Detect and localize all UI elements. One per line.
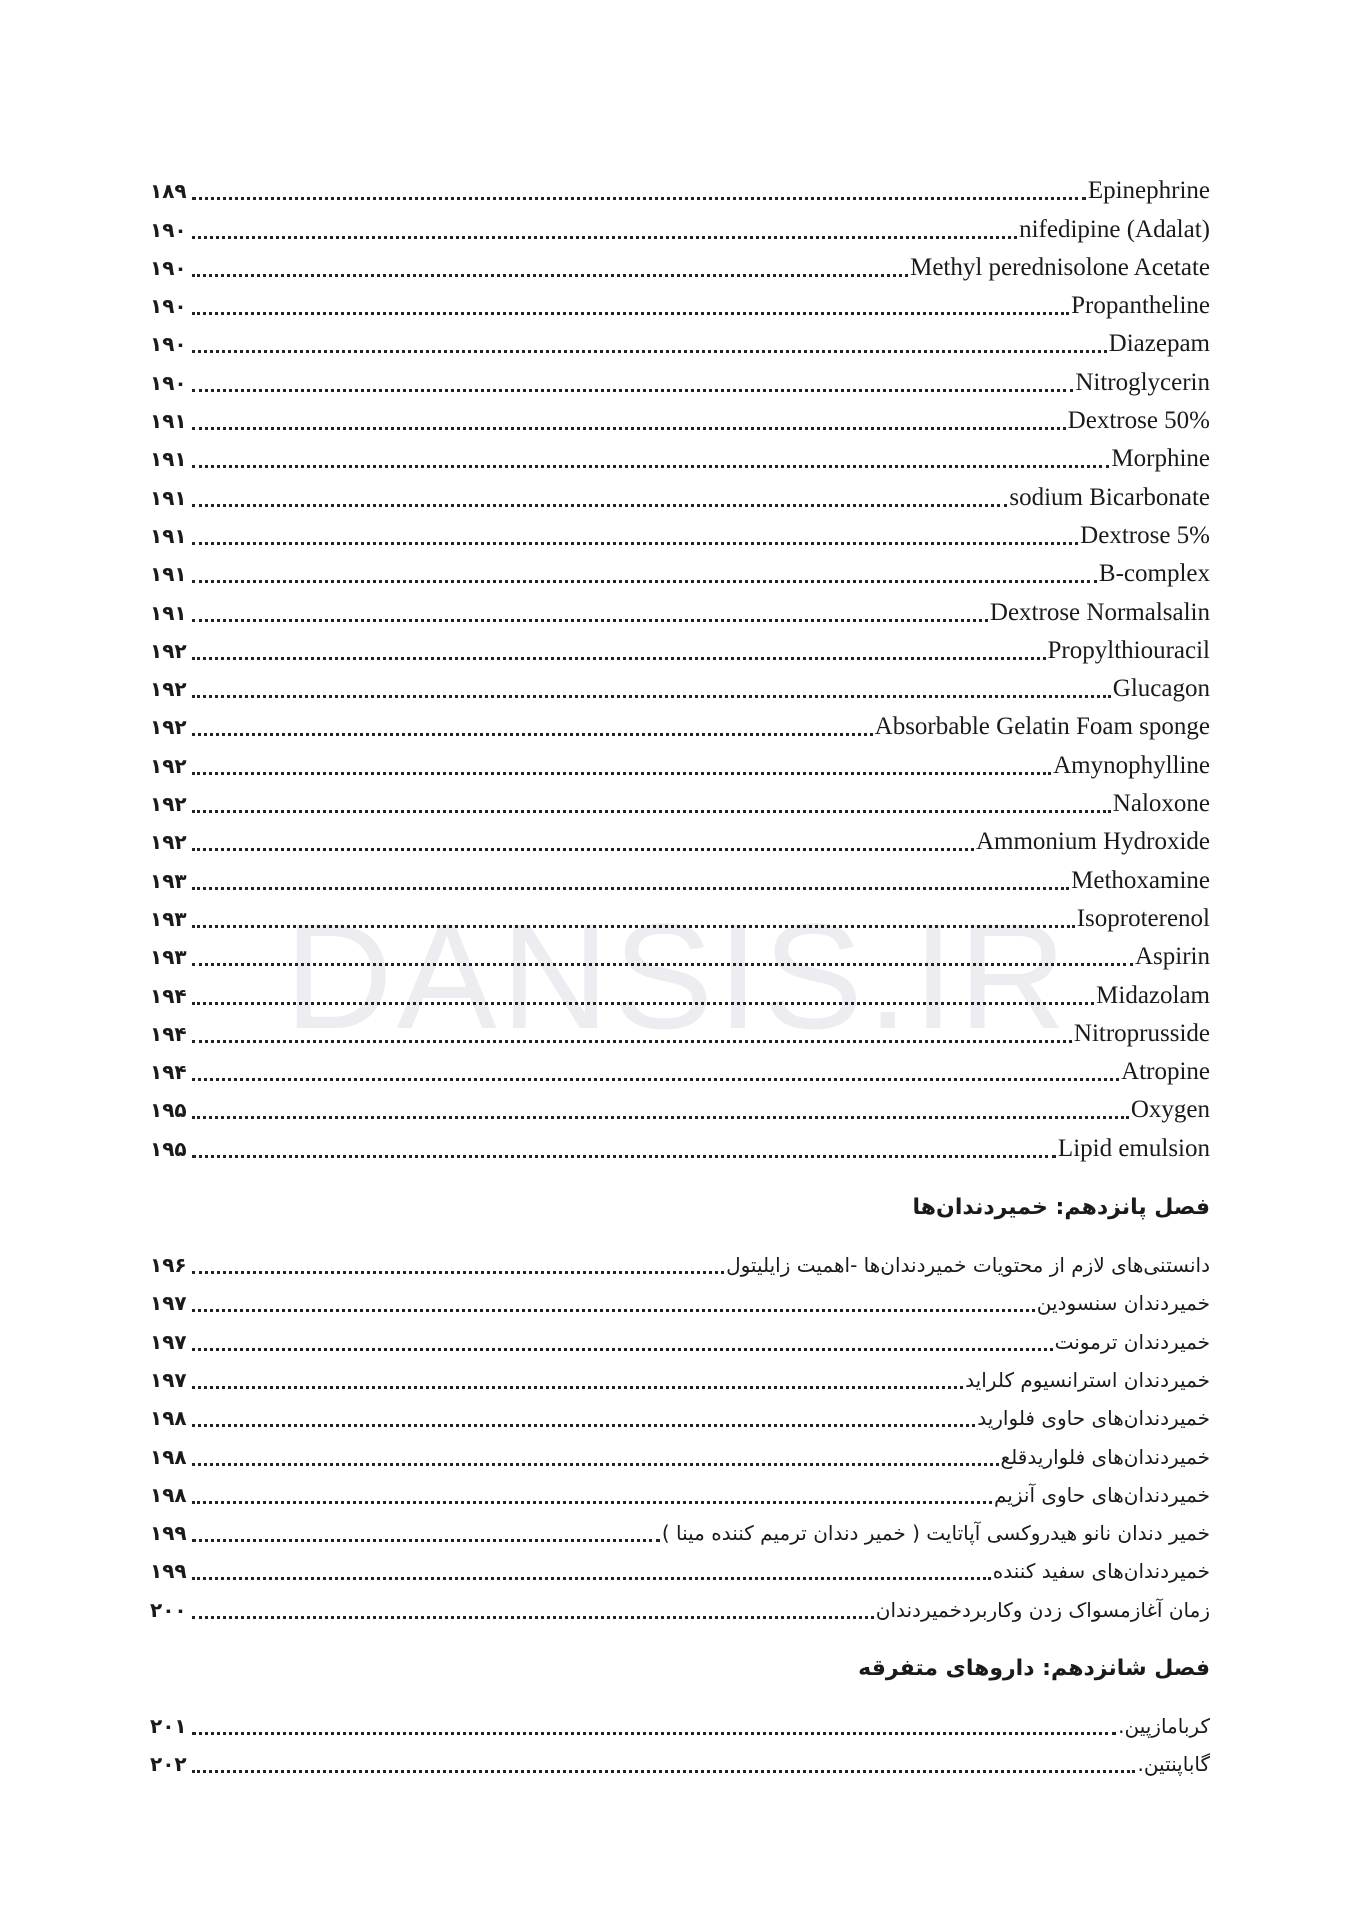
toc-entry[interactable] (150, 1091, 1210, 1129)
watermark-text: DANSIS.IR (284, 892, 1071, 1060)
toc-entry-title: کربامازپین. (1118, 1713, 1210, 1738)
toc-entry-title: خمیردندان استرانسیوم کلراید (965, 1367, 1210, 1392)
toc-entry[interactable] (150, 900, 1210, 938)
toc-entry[interactable] (150, 1590, 1210, 1628)
dot-leader (192, 542, 1078, 545)
toc-entry-page-number: ۱۹۱ (150, 447, 187, 472)
toc-entry-title: Naloxone (1112, 790, 1210, 818)
toc-entry-page-number: ۱۹۴ (150, 983, 187, 1008)
dot-leader (192, 236, 1017, 239)
dot-leader (192, 963, 1133, 966)
toc-entry[interactable] (150, 1361, 1210, 1399)
toc-entry[interactable] (150, 593, 1210, 631)
toc-entry[interactable] (150, 440, 1210, 478)
toc-entry[interactable] (150, 670, 1210, 708)
toc-section-chapter-15 (150, 1246, 1210, 1629)
toc-entry-page-number: ۱۹۱ (150, 485, 187, 510)
toc-entry-page-number: ۱۹۴ (150, 1060, 187, 1085)
toc-entry[interactable] (150, 210, 1210, 248)
toc-entry[interactable] (150, 249, 1210, 287)
dot-leader (192, 733, 873, 736)
toc-entry-page-number: ۱۹۵ (150, 1136, 187, 1161)
toc-entry-page-number: ۱۹۳ (150, 945, 187, 970)
dot-leader (192, 465, 1109, 468)
toc-entry[interactable] (150, 823, 1210, 861)
toc-entry-page-number: ۱۹۰ (150, 217, 187, 242)
toc-entry-page-number: ۱۹۰ (150, 370, 187, 395)
toc-entry[interactable] (150, 517, 1210, 555)
toc-entry-page-number: ۱۹۷ (150, 1367, 187, 1392)
chapter-15-heading: فصل پانزدهم: خمیردندان‌ها (912, 1194, 1210, 1220)
toc-entry[interactable] (150, 1129, 1210, 1167)
toc-entry-title: Ammonium Hydroxide (975, 828, 1210, 856)
toc-entry-title: Lipid emulsion (1057, 1134, 1210, 1162)
toc-entry-page-number: ۱۹۴ (150, 1021, 187, 1046)
toc-entry-page-number: ۱۹۸ (150, 1482, 187, 1507)
toc-entry-page-number: ۱۹۶ (150, 1253, 187, 1278)
dot-leader (192, 619, 988, 622)
dot-leader (192, 848, 974, 851)
dot-leader (192, 772, 1051, 775)
toc-entry[interactable] (150, 325, 1210, 363)
dot-leader (192, 350, 1107, 353)
dot-leader (192, 810, 1111, 813)
dot-leader (192, 1770, 1135, 1773)
toc-entry-page-number: ۱۹۰ (150, 294, 187, 319)
toc-entry[interactable] (150, 1437, 1210, 1475)
toc-entry-page-number: ۱۹۲ (150, 792, 187, 817)
dot-leader (192, 1501, 992, 1504)
toc-entry-title: Atropine (1121, 1058, 1210, 1086)
toc-entry-title: Amynophylline (1053, 751, 1210, 779)
toc-entry-page-number: ۱۹۷ (150, 1329, 187, 1354)
toc-entry-title: خمیردندان‌های حاوی آنزیم (993, 1482, 1210, 1507)
dot-leader (192, 1732, 1116, 1735)
dot-leader (192, 1386, 963, 1389)
toc-entry-title: Dextrose 5% (1080, 521, 1210, 549)
toc-entry-page-number: ۱۹۹ (150, 1559, 187, 1584)
toc-entry[interactable] (150, 746, 1210, 784)
toc-entry[interactable] (150, 785, 1210, 823)
dot-leader (192, 1116, 1129, 1119)
dot-leader (192, 504, 1007, 507)
toc-entry[interactable] (150, 632, 1210, 670)
toc-entry[interactable] (150, 1399, 1210, 1437)
toc-entry-page-number: ۱۸۹ (150, 179, 187, 204)
toc-entry[interactable] (150, 1284, 1210, 1322)
toc-entry-title: دانستنی‌های لازم از محتویات خمیردندان‌ها -اهمیت زایلیتول (726, 1253, 1210, 1278)
toc-page (150, 172, 1210, 1783)
dot-leader (192, 274, 908, 277)
toc-entry-page-number: ۲۰۰ (150, 1597, 187, 1622)
toc-entry[interactable] (150, 287, 1210, 325)
chapter-16-heading: فصل شانزدهم: داروهای متفرقه (858, 1655, 1210, 1681)
toc-entry-title: Midazolam (1096, 981, 1210, 1009)
dot-leader (192, 887, 1069, 890)
toc-entry-page-number: ۱۹۳ (150, 868, 187, 893)
toc-entry-page-number: ۱۹۷ (150, 1291, 187, 1316)
toc-entry-title: Epinephrine (1087, 177, 1210, 205)
toc-entry-title: Oxygen (1130, 1096, 1210, 1124)
toc-entry-title: Diazepam (1108, 330, 1210, 358)
toc-entry-title: Methoxamine (1071, 866, 1210, 894)
toc-entry-title: خمیردندان‌های سفید کننده (992, 1559, 1210, 1584)
toc-entry-title: sodium Bicarbonate (1009, 483, 1210, 511)
toc-entry-page-number: ۱۹۲ (150, 830, 187, 855)
toc-entry[interactable] (150, 555, 1210, 593)
toc-entry-title: خمیردندان ترمونت (1054, 1329, 1210, 1354)
toc-entry-page-number: ۱۹۲ (150, 677, 187, 702)
toc-entry[interactable] (150, 402, 1210, 440)
toc-entry-title: Glucagon (1112, 675, 1210, 703)
dot-leader (192, 1424, 975, 1427)
toc-entry[interactable] (150, 478, 1210, 516)
toc-entry[interactable] (150, 861, 1210, 899)
toc-entry-title: Isoproterenol (1076, 904, 1210, 932)
toc-entry-title: خمیردندان‌های حاوی فلوارید (977, 1406, 1210, 1431)
toc-entry-page-number: ۱۹۱ (150, 562, 187, 587)
toc-entry[interactable] (150, 1514, 1210, 1552)
toc-entry-page-number: ۱۹۲ (150, 753, 187, 778)
toc-entry-title: Nitroprusside (1073, 1019, 1210, 1047)
dot-leader (192, 1078, 1119, 1081)
toc-entry[interactable] (150, 1015, 1210, 1053)
dot-leader (192, 657, 1046, 660)
toc-entry[interactable] (150, 938, 1210, 976)
toc-entry-title: Morphine (1111, 445, 1210, 473)
dot-leader (192, 1616, 874, 1619)
toc-entry-title: خمیردندان‌های فلواریدقلع (1000, 1444, 1210, 1469)
toc-entry[interactable] (150, 976, 1210, 1014)
toc-entry-page-number: ۲۰۱ (150, 1713, 187, 1738)
toc-entry[interactable] (150, 1246, 1210, 1284)
dot-leader (192, 580, 1097, 583)
toc-entry-title: خمیردندان سنسودین (1036, 1291, 1210, 1316)
dot-leader (192, 1155, 1056, 1158)
toc-entry-page-number: ۱۹۵ (150, 1098, 187, 1123)
toc-entry-title: B-complex (1098, 560, 1210, 588)
toc-entry-title: Propylthiouracil (1047, 636, 1210, 664)
toc-entry-title: Absorbable Gelatin Foam sponge (874, 713, 1210, 741)
toc-entry-page-number: ۱۹۲ (150, 715, 187, 740)
toc-entry-page-number: ۱۹۱ (150, 523, 187, 548)
toc-entry-title: زمان آغازمسواک زدن وکاربردخمیردندان (875, 1597, 1210, 1622)
dot-leader (192, 925, 1075, 928)
dot-leader (192, 197, 1086, 200)
dot-leader (192, 695, 1111, 698)
toc-entry-title: Nitroglycerin (1075, 368, 1210, 396)
toc-entry-title: Aspirin (1135, 943, 1210, 971)
toc-entry[interactable] (150, 363, 1210, 401)
toc-entry-title: خمیر دندان نانو هیدروکسی آپاتایت ( خمیر دندان ترمیم کننده مینا ) (661, 1521, 1210, 1546)
dot-leader (192, 1309, 1035, 1312)
toc-entry[interactable] (150, 1552, 1210, 1590)
toc-entry-title: Propantheline (1071, 292, 1210, 320)
toc-entry-title: Dextrose Normalsalin (989, 598, 1210, 626)
dot-leader (192, 1271, 724, 1274)
dot-leader (192, 1040, 1072, 1043)
dot-leader (192, 1002, 1094, 1005)
toc-entry-page-number: ۱۹۹ (150, 1521, 187, 1546)
toc-entry-title: Dextrose 50% (1067, 407, 1210, 435)
dot-leader (192, 1348, 1053, 1351)
toc-entry-page-number: ۱۹۰ (150, 332, 187, 357)
toc-entry-page-number: ۱۹۱ (150, 600, 187, 625)
dot-leader (192, 312, 1069, 315)
toc-entry[interactable] (150, 708, 1210, 746)
dot-leader (192, 389, 1073, 392)
dot-leader (192, 1463, 999, 1466)
dot-leader (192, 427, 1066, 430)
toc-entry-title: Methyl perednisolone Acetate (910, 253, 1210, 281)
toc-entry-page-number: ۱۹۲ (150, 638, 187, 663)
toc-entry-page-number: ۱۹۱ (150, 409, 187, 434)
toc-entry[interactable] (150, 1476, 1210, 1514)
toc-section-chapter-16 (150, 1707, 1210, 1784)
toc-entry-title: گاباپنتین. (1137, 1752, 1210, 1777)
toc-entry[interactable] (150, 172, 1210, 210)
toc-entry[interactable] (150, 1707, 1210, 1745)
toc-entry-title: nifedipine (Adalat) (1019, 215, 1210, 243)
toc-entry-page-number: ۱۹۸ (150, 1406, 187, 1431)
toc-entry-page-number: ۱۹۰ (150, 255, 187, 280)
toc-entry-page-number: ۱۹۳ (150, 906, 187, 931)
dot-leader (192, 1539, 660, 1542)
dot-leader (192, 1577, 991, 1580)
toc-entry[interactable] (150, 1053, 1210, 1091)
toc-entry[interactable] (150, 1745, 1210, 1783)
toc-section-drugs (150, 172, 1210, 1168)
toc-entry-page-number: ۱۹۸ (150, 1444, 187, 1469)
toc-entry-page-number: ۲۰۲ (150, 1752, 187, 1777)
toc-entry[interactable] (150, 1322, 1210, 1360)
